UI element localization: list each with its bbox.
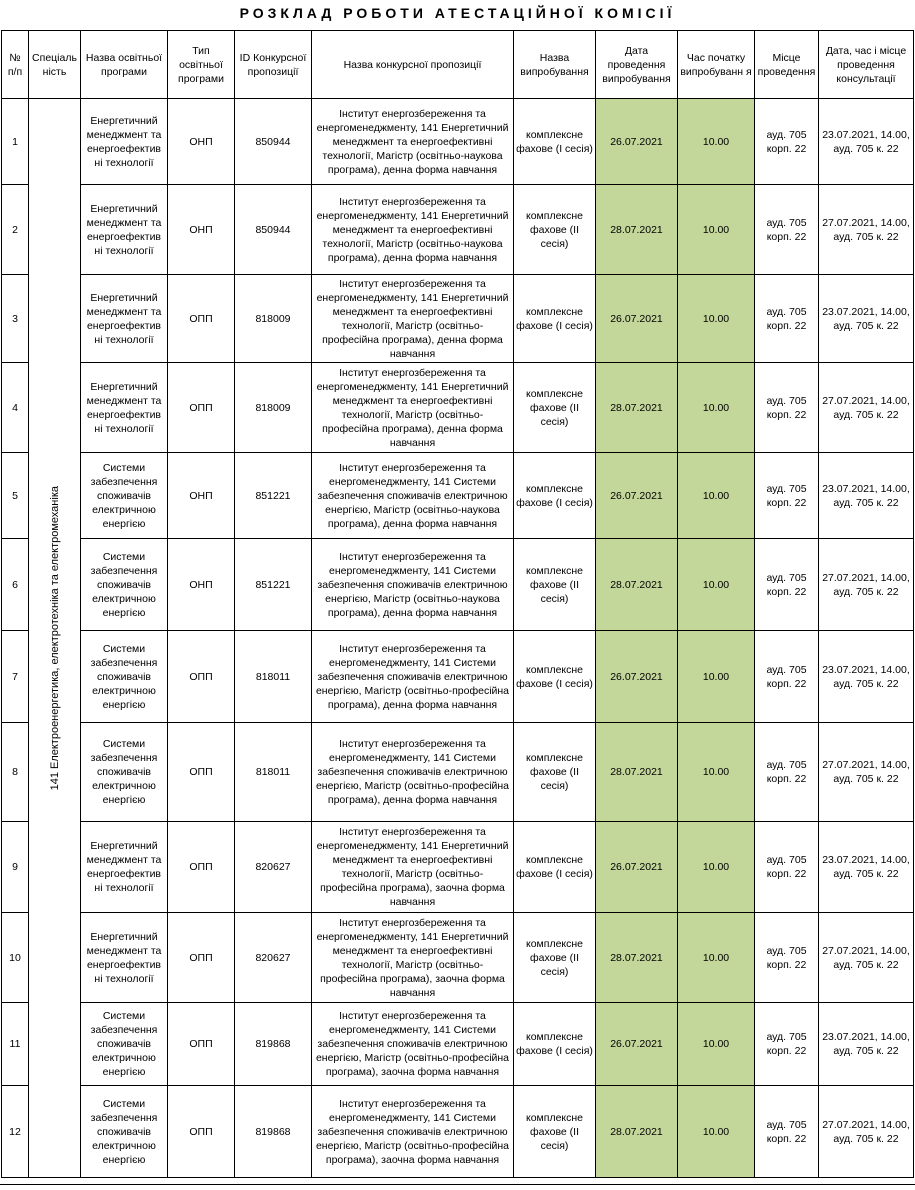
cell-proposal: Інститут енергозбереження та енергоменеджменту, 141 Енергетичний менеджмент та енергоефективні технології, Магістр (освітньо-професійна програма), заочна форма навчання — [312, 913, 514, 1003]
cell-time: 10.00 — [678, 631, 755, 723]
header-date: Дата проведення випробування — [596, 31, 678, 99]
specialty-label: 141 Електроенергетика, електротехніка та електромеханіка — [48, 485, 61, 791]
table-row — [2, 723, 914, 822]
cell-type: ОПП — [168, 631, 235, 723]
cell-consult: 27.07.2021, 14.00, ауд. 705 к. 22 — [819, 363, 914, 453]
cell-id: 850944 — [235, 99, 312, 185]
cell-program: Енергетичний менеджмент та енергоефектив ні технології — [81, 363, 168, 453]
cell-exam: комплексне фахове (ІІ сесія) — [514, 913, 596, 1003]
cell-num: 3 — [2, 275, 29, 363]
cell-consult: 23.07.2021, 14.00, ауд. 705 к. 22 — [819, 275, 914, 363]
header-program: Назва освітньої програми — [81, 31, 168, 99]
cell-type: ОПП — [168, 1086, 235, 1178]
cell-num: 12 — [2, 1086, 29, 1178]
cell-place: ауд. 705 корп. 22 — [755, 99, 819, 185]
header-type: Тип освітньої програми — [168, 31, 235, 99]
cell-place: ауд. 705 корп. 22 — [755, 1086, 819, 1178]
header-specialty: Спеціаль ність — [29, 31, 81, 99]
cell-type: ОПП — [168, 363, 235, 453]
cell-time: 10.00 — [678, 275, 755, 363]
cell-time: 10.00 — [678, 539, 755, 631]
cell-type: ОНП — [168, 185, 235, 275]
cell-place: ауд. 705 корп. 22 — [755, 539, 819, 631]
header-place: Місце проведення — [755, 31, 819, 99]
cell-consult: 27.07.2021, 14.00, ауд. 705 к. 22 — [819, 1086, 914, 1178]
cell-exam: комплексне фахове (І сесія) — [514, 822, 596, 913]
cell-type: ОПП — [168, 723, 235, 822]
cell-exam: комплексне фахове (І сесія) — [514, 1003, 596, 1086]
cell-consult: 27.07.2021, 14.00, ауд. 705 к. 22 — [819, 185, 914, 275]
table-row — [2, 1086, 914, 1178]
cell-num: 1 — [2, 99, 29, 185]
cell-place: ауд. 705 корп. 22 — [755, 185, 819, 275]
header-num: № п/п — [2, 31, 29, 99]
cell-time: 10.00 — [678, 185, 755, 275]
table-row — [2, 275, 914, 363]
cell-num: 7 — [2, 631, 29, 723]
cell-date: 26.07.2021 — [596, 275, 678, 363]
cell-num: 11 — [2, 1003, 29, 1086]
cell-proposal: Інститут енергозбереження та енергоменеджменту, 141 Енергетичний менеджмент та енергоефективні технології, Магістр (освітньо-професійна програма), денна форма навчання — [312, 363, 514, 453]
cell-exam: комплексне фахове (ІІ сесія) — [514, 185, 596, 275]
cell-time: 10.00 — [678, 453, 755, 539]
cell-id: 820627 — [235, 913, 312, 1003]
table-row — [2, 185, 914, 275]
cell-exam: комплексне фахове (ІІ сесія) — [514, 363, 596, 453]
cell-place: ауд. 705 корп. 22 — [755, 822, 819, 913]
cell-exam: комплексне фахове (І сесія) — [514, 453, 596, 539]
table-row — [2, 363, 914, 453]
cell-proposal: Інститут енергозбереження та енергоменеджменту, 141 Енергетичний менеджмент та енергоефективні технології, Магістр (освітньо-професійна програма), денна форма навчання — [312, 275, 514, 363]
cell-type: ОНП — [168, 453, 235, 539]
cell-exam: комплексне фахове (ІІ сесія) — [514, 539, 596, 631]
cell-id: 819868 — [235, 1086, 312, 1178]
cell-num: 5 — [2, 453, 29, 539]
cell-program: Енергетичний менеджмент та енергоефектив ні технології — [81, 185, 168, 275]
cell-type: ОПП — [168, 913, 235, 1003]
cell-time: 10.00 — [678, 723, 755, 822]
cell-program: Системи забезпечення споживачів електричною енергією — [81, 453, 168, 539]
cell-date: 28.07.2021 — [596, 913, 678, 1003]
cell-time: 10.00 — [678, 363, 755, 453]
cell-place: ауд. 705 корп. 22 — [755, 723, 819, 822]
cell-time: 10.00 — [678, 1086, 755, 1178]
page-title: РОЗКЛАД РОБОТИ АТЕСТАЦІЙНОЇ КОМІСІЇ — [239, 5, 676, 21]
cell-id: 850944 — [235, 185, 312, 275]
cell-program: Системи забезпечення споживачів електричною енергією — [81, 1086, 168, 1178]
cell-place: ауд. 705 корп. 22 — [755, 1003, 819, 1086]
cell-exam: комплексне фахове (ІІ сесія) — [514, 723, 596, 822]
cell-num: 2 — [2, 185, 29, 275]
header-consult: Дата, час і місце проведення консультації — [819, 31, 914, 99]
cell-consult: 23.07.2021, 14.00, ауд. 705 к. 22 — [819, 99, 914, 185]
cell-exam: комплексне фахове (І сесія) — [514, 99, 596, 185]
cell-exam: комплексне фахове (І сесія) — [514, 631, 596, 723]
cell-id: 851221 — [235, 539, 312, 631]
cell-proposal: Інститут енергозбереження та енергоменеджменту, 141 Системи забезпечення споживачів електричною енергією, Магістр (освітньо-наукова програма), денна форма навчання — [312, 539, 514, 631]
cell-type: ОПП — [168, 822, 235, 913]
cell-proposal: Інститут енергозбереження та енергоменеджменту, 141 Енергетичний менеджмент та енергоефективні технології, Магістр (освітньо-наукова програма), денна форма навчання — [312, 99, 514, 185]
header-proposal: Назва конкурсної пропозиції — [312, 31, 514, 99]
specialty-cell — [29, 99, 81, 1178]
cell-proposal: Інститут енергозбереження та енергоменеджменту, 141 Системи забезпечення споживачів електричною енергією, Магістр (освітньо-професійна програма), денна форма навчання — [312, 631, 514, 723]
cell-type: ОПП — [168, 275, 235, 363]
cell-time: 10.00 — [678, 822, 755, 913]
table-row — [2, 453, 914, 539]
cell-date: 28.07.2021 — [596, 723, 678, 822]
header-id: ID Конкурсної пропозиції — [235, 31, 312, 99]
table-row — [2, 913, 914, 1003]
cell-consult: 27.07.2021, 14.00, ауд. 705 к. 22 — [819, 539, 914, 631]
header-exam: Назва випробування — [514, 31, 596, 99]
bottom-border — [0, 1184, 915, 1185]
cell-proposal: Інститут енергозбереження та енергоменеджменту, 141 Системи забезпечення споживачів електричною енергією, Магістр (освітньо-професійна програма), заочна форма навчання — [312, 1086, 514, 1178]
cell-date: 28.07.2021 — [596, 363, 678, 453]
cell-num: 8 — [2, 723, 29, 822]
cell-date: 28.07.2021 — [596, 539, 678, 631]
cell-id: 851221 — [235, 453, 312, 539]
header-row — [2, 31, 914, 99]
cell-num: 9 — [2, 822, 29, 913]
cell-exam: комплексне фахове (ІІ сесія) — [514, 1086, 596, 1178]
cell-consult: 23.07.2021, 14.00, ауд. 705 к. 22 — [819, 822, 914, 913]
cell-program: Енергетичний менеджмент та енергоефектив ні технології — [81, 99, 168, 185]
cell-place: ауд. 705 корп. 22 — [755, 363, 819, 453]
table-row — [2, 539, 914, 631]
cell-id: 819868 — [235, 1003, 312, 1086]
cell-place: ауд. 705 корп. 22 — [755, 275, 819, 363]
table-row — [2, 822, 914, 913]
cell-id: 818009 — [235, 275, 312, 363]
cell-date: 28.07.2021 — [596, 1086, 678, 1178]
cell-num: 4 — [2, 363, 29, 453]
cell-time: 10.00 — [678, 913, 755, 1003]
cell-date: 26.07.2021 — [596, 822, 678, 913]
cell-time: 10.00 — [678, 1003, 755, 1086]
cell-program: Енергетичний менеджмент та енергоефектив ні технології — [81, 275, 168, 363]
cell-consult: 23.07.2021, 14.00, ауд. 705 к. 22 — [819, 631, 914, 723]
cell-consult: 27.07.2021, 14.00, ауд. 705 к. 22 — [819, 913, 914, 1003]
cell-type: ОНП — [168, 99, 235, 185]
cell-date: 26.07.2021 — [596, 99, 678, 185]
cell-consult: 23.07.2021, 14.00, ауд. 705 к. 22 — [819, 453, 914, 539]
cell-program: Системи забезпечення споживачів електричною енергією — [81, 1003, 168, 1086]
cell-id: 820627 — [235, 822, 312, 913]
cell-place: ауд. 705 корп. 22 — [755, 453, 819, 539]
cell-proposal: Інститут енергозбереження та енергоменеджменту, 141 Системи забезпечення споживачів електричною енергією, Магістр (освітньо-професійна програма), денна форма навчання — [312, 723, 514, 822]
cell-date: 26.07.2021 — [596, 631, 678, 723]
cell-proposal: Інститут енергозбереження та енергоменеджменту, 141 Системи забезпечення споживачів електричною енергією, Магістр (освітньо-наукова програма), денна форма навчання — [312, 453, 514, 539]
table-row — [2, 99, 914, 185]
cell-date: 26.07.2021 — [596, 1003, 678, 1086]
cell-consult: 27.07.2021, 14.00, ауд. 705 к. 22 — [819, 723, 914, 822]
schedule-table — [1, 30, 914, 1178]
cell-type: ОПП — [168, 1003, 235, 1086]
cell-program: Енергетичний менеджмент та енергоефектив ні технології — [81, 822, 168, 913]
cell-type: ОНП — [168, 539, 235, 631]
cell-program: Системи забезпечення споживачів електричною енергією — [81, 631, 168, 723]
table-row — [2, 1003, 914, 1086]
cell-consult: 23.07.2021, 14.00, ауд. 705 к. 22 — [819, 1003, 914, 1086]
cell-proposal: Інститут енергозбереження та енергоменеджменту, 141 Системи забезпечення споживачів електричною енергією, Магістр (освітньо-професійна програма), заочна форма навчання — [312, 1003, 514, 1086]
table-row — [2, 631, 914, 723]
cell-date: 28.07.2021 — [596, 185, 678, 275]
cell-num: 10 — [2, 913, 29, 1003]
cell-place: ауд. 705 корп. 22 — [755, 913, 819, 1003]
cell-date: 26.07.2021 — [596, 453, 678, 539]
cell-time: 10.00 — [678, 99, 755, 185]
cell-program: Системи забезпечення споживачів електричною енергією — [81, 539, 168, 631]
cell-num: 6 — [2, 539, 29, 631]
cell-program: Системи забезпечення споживачів електричною енергією — [81, 723, 168, 822]
cell-id: 818009 — [235, 363, 312, 453]
cell-id: 818011 — [235, 631, 312, 723]
cell-program: Енергетичний менеджмент та енергоефектив ні технології — [81, 913, 168, 1003]
cell-id: 818011 — [235, 723, 312, 822]
header-time: Час початку випробуванн я — [678, 31, 755, 99]
cell-place: ауд. 705 корп. 22 — [755, 631, 819, 723]
cell-proposal: Інститут енергозбереження та енергоменеджменту, 141 Енергетичний менеджмент та енергоефективні технології, Магістр (освітньо-професійна програма), заочна форма навчання — [312, 822, 514, 913]
cell-proposal: Інститут енергозбереження та енергоменеджменту, 141 Енергетичний менеджмент та енергоефективні технології, Магістр (освітньо-наукова програма), денна форма навчання — [312, 185, 514, 275]
cell-exam: комплексне фахове (І сесія) — [514, 275, 596, 363]
